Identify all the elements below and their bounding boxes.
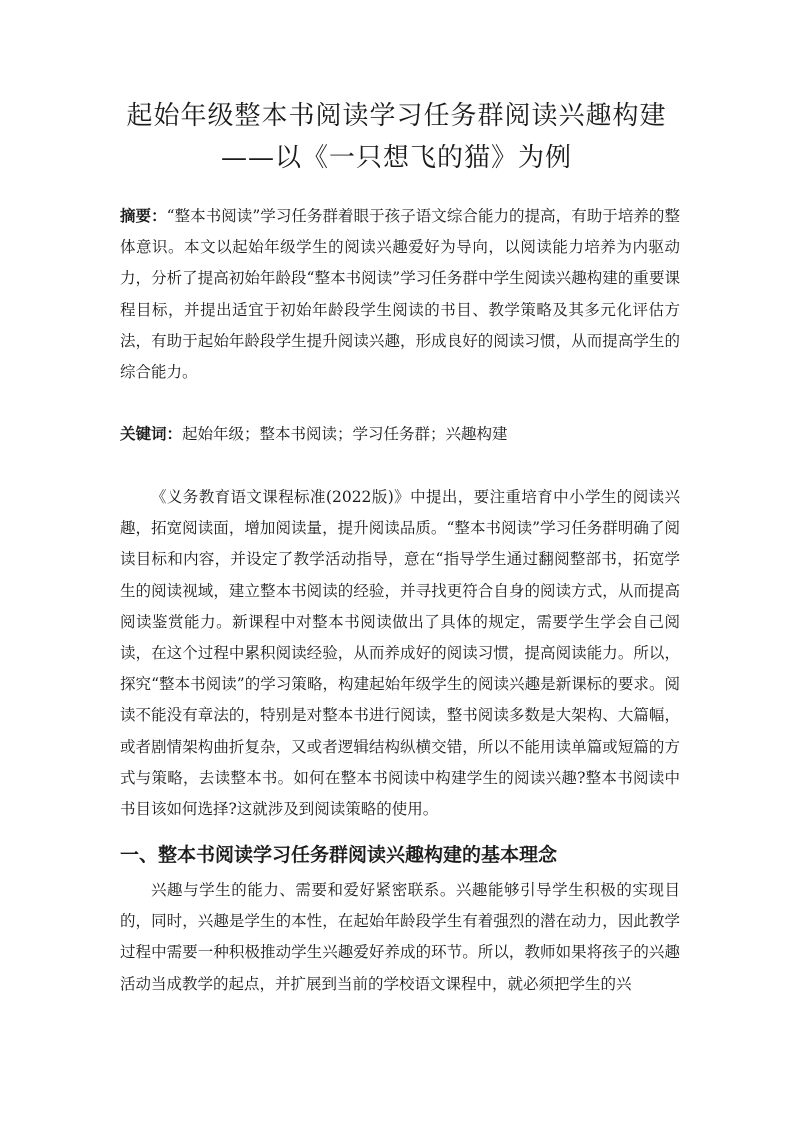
intro-paragraph: 《义务教育语文课程标准(2022版)》中提出，要注重培育中小学生的阅读兴趣，拓宽阅读面，增加阅读量，提升阅读品质。“整本书阅读”学习任务群明确了阅读目标和内容，并设定了教学活动指导，意在“指导学生通过翻阅整部书，拓宽学生的阅读视域，建立整本书阅读的经验，并寻找更符合自身的阅读方式，从而提高阅读鉴赏能力。新课程中对整本书阅读做出了具体的规定，需要学生学会自己阅读，在这个过程中累积阅读经验，从而养成好的阅读习惯，提高阅读能力。所以，探究“整本书阅读”的学习策略，构建起始年级学生的阅读兴趣是新课标的要求。阅读不能没有章法的，特别是对整本书进行阅读，整书阅读多数是大架构、大篇幅，或者剧情架构曲折复杂，又或者逻辑结构纵横交错，所以不能用读单篇或短篇的方式与策略，去读整本书。如何在整本书阅读中构建学生的阅读兴趣?整本书阅读中书目该如何选择?这就涉及到阅读策略的使用。 bbox=[120, 488, 680, 819]
abstract-text: “整本书阅读”学习任务群着眼于孩子语文综合能力的提高，有助于培养的整体意识。本文以起始年级学生的阅读兴趣爱好为导向，以阅读能力培养为内驱动力，分析了提高初始年龄段“整本书阅读”学习任务群中学生阅读兴趣构建的重要课程目标，并提出适宜于初始年龄段学生阅读的书目、教学策略及其多元化评估方法，有助于起始年龄段学生提升阅读兴趣，形成良好的阅读习惯，从而提高学生的综合能力。 bbox=[120, 207, 680, 382]
section-1-heading: 一、整本书阅读学习任务群阅读兴趣构建的基本理念 bbox=[120, 844, 558, 866]
section-1-paragraph: 兴趣与学生的能力、需要和爱好紧密联系。兴趣能够引导学生积极的实现目的，同时，兴趣是学生的本性，在起始年龄段学生有着强烈的潜在动力，因此教学过程中需要一种积极推动学生兴趣爱好养成的环节。所以，教师如果将孩子的兴趣活动当成教学的起点，并扩展到当前的学校语文课程中，就必须把学生的兴 bbox=[120, 881, 680, 993]
keywords-paragraph bbox=[120, 419, 680, 450]
keywords-label: 关键词： bbox=[120, 425, 183, 443]
title-line-2: ——以《一只想飞的猫》为例 bbox=[220, 143, 572, 173]
title-line-1: 起始年级整本书阅读学习任务群阅读兴趣构建 bbox=[126, 101, 667, 131]
abstract-paragraph bbox=[120, 201, 680, 388]
keywords-text: 起始年级；整本书阅读；学习任务群；兴趣构建 bbox=[182, 425, 508, 443]
abstract-label: 摘要： bbox=[120, 207, 167, 225]
